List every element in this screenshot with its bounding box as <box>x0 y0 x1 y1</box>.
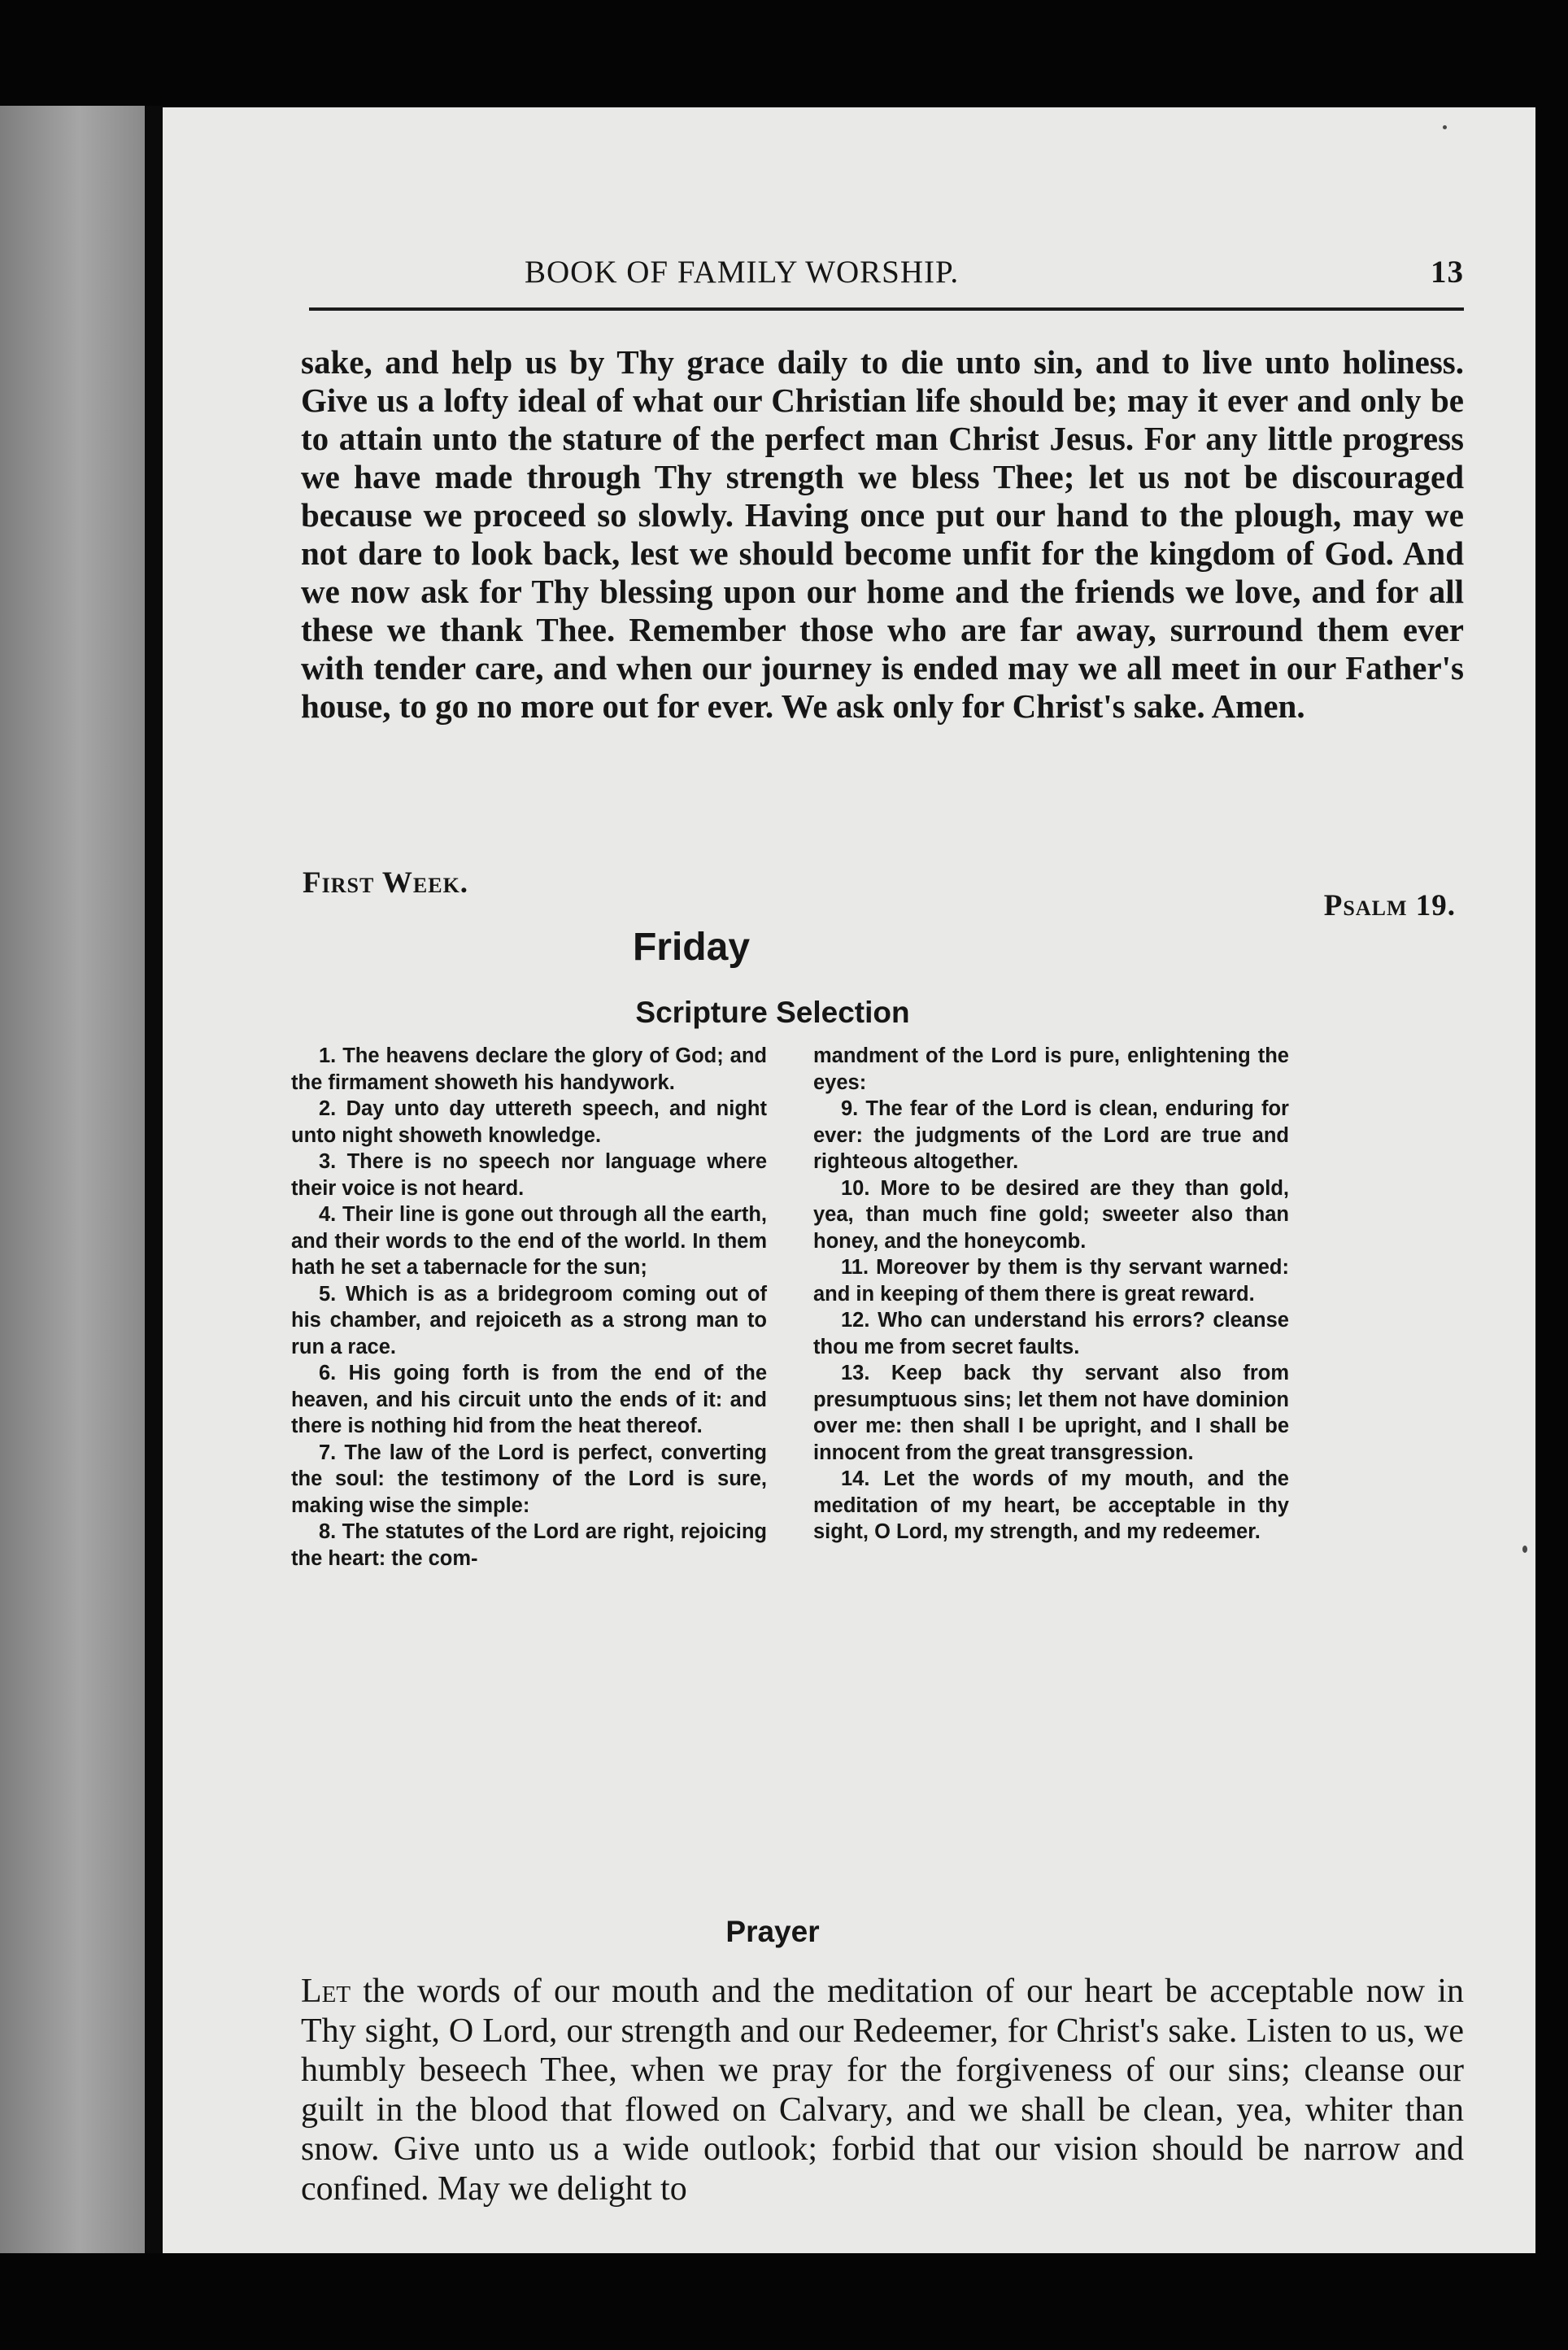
page-number: 13 <box>1431 255 1464 290</box>
verse: 14. Let the words of my mouth, and the meditation of my heart, be acceptable in thy sight, O Lord, my strength, and my redeemer. <box>813 1467 1289 1543</box>
facing-page-edge <box>0 106 145 2253</box>
book-page <box>163 107 1535 2253</box>
verse: 7. The law of the Lord is perfect, converting the soul: the testimony of the Lord is sure, making wise the simple: <box>291 1441 767 1517</box>
verse: 9. The fear of the Lord is clean, enduring for ever: the judgments of the Lord are true and righteous altogether. <box>813 1097 1289 1173</box>
verse: 6. His going forth is from the end of the heaven, and his circuit unto the ends of it: and there is nothing hid from the heat thereof. <box>291 1362 767 1437</box>
verse: 4. Their line is gone out through all the earth, and their words to the end of the world. In them hath he set a tabernacle for the sun; <box>291 1203 767 1279</box>
paper-speck <box>1522 1546 1527 1553</box>
prayer-body: the words of our mouth and the meditation of our heart be acceptable now in Thy sight, O Lord, our strength and our Redeemer, for Christ's sake. Listen to us, we humbly beseech Thee, when we pray for the forgiveness of our sins; cleanse our guilt in the blood that flowed on Calvary, and we shall be clean, yea, whiter than snow. Give unto us a wide outlook; forbid that our vision should be narrow and confined. May we delight to <box>301 1973 1465 2208</box>
verse: 11. Moreover by them is thy servant warned: and in keeping of them there is great reward. <box>813 1256 1289 1306</box>
verse: 5. Which is as a bridegroom coming out of his chamber, and rejoiceth as a strong man to run a race. <box>291 1282 767 1358</box>
scripture-heading: Scripture Selection <box>635 996 910 1029</box>
verse: 13. Keep back thy servant also from presumptuous sins; let them not have dominion over me: then shall I be upright, and I shall be innocent from the great transgression. <box>813 1362 1289 1464</box>
prayer-text <box>301 1972 1464 2208</box>
verse: 10. More to be desired are they than gold, yea, than much fine gold; sweeter also than honey, and the honeycomb. <box>813 1176 1289 1253</box>
prayer-first-word: Let <box>301 1973 351 2010</box>
verse-column-left <box>291 1043 767 1572</box>
prayer-heading: Prayer <box>725 1915 820 1948</box>
verse-column-right <box>813 1043 1289 1546</box>
verse: 12. Who can understand his errors? cleanse thou me from secret faults. <box>813 1309 1289 1358</box>
continued-prayer-text: sake, and help us by Thy grace daily to die unto sin, and to live unto holiness. Give us a lofty ideal of what our Christian life should be; may it ever and only be to attain unto the stature of the perfect man Christ Jesus. For any little progress we have made through Thy strength we bless Thee; let us not be discouraged because we proceed so slowly. Having once put our hand to the plough, may we not dare to look back, lest we should become unfit for the kingdom of God. And we now ask for Thy blessing upon our home and the friends we love, and for all these we thank Thee. Remember those who are far away, surround them ever with tender care, and when our journey is ended may we all meet in our Father's house, to go no more out for ever. We ask only for Christ's sake. Amen. <box>301 343 1464 725</box>
verse: 2. Day unto day uttereth speech, and night unto night showeth knowledge. <box>291 1097 767 1147</box>
verse-continuation: mandment of the Lord is pure, enlightening the eyes: <box>813 1044 1289 1094</box>
psalm-reference: Psalm 19. <box>1323 889 1456 922</box>
verse: 8. The statutes of the Lord are right, rejoicing the heart: the com- <box>291 1520 767 1570</box>
running-head <box>309 254 1464 303</box>
running-title: BOOK OF FAMILY WORSHIP. <box>525 255 960 290</box>
verse: 3. There is no speech nor language where their voice is not heard. <box>291 1150 767 1200</box>
header-rule <box>309 307 1464 311</box>
paper-speck <box>1443 125 1447 129</box>
verse: 1. The heavens declare the glory of God; and the firmament showeth his handywork. <box>291 1044 767 1094</box>
day-heading: Friday <box>632 926 751 969</box>
book-gutter <box>145 106 163 2253</box>
week-label: First Week. <box>303 866 469 900</box>
